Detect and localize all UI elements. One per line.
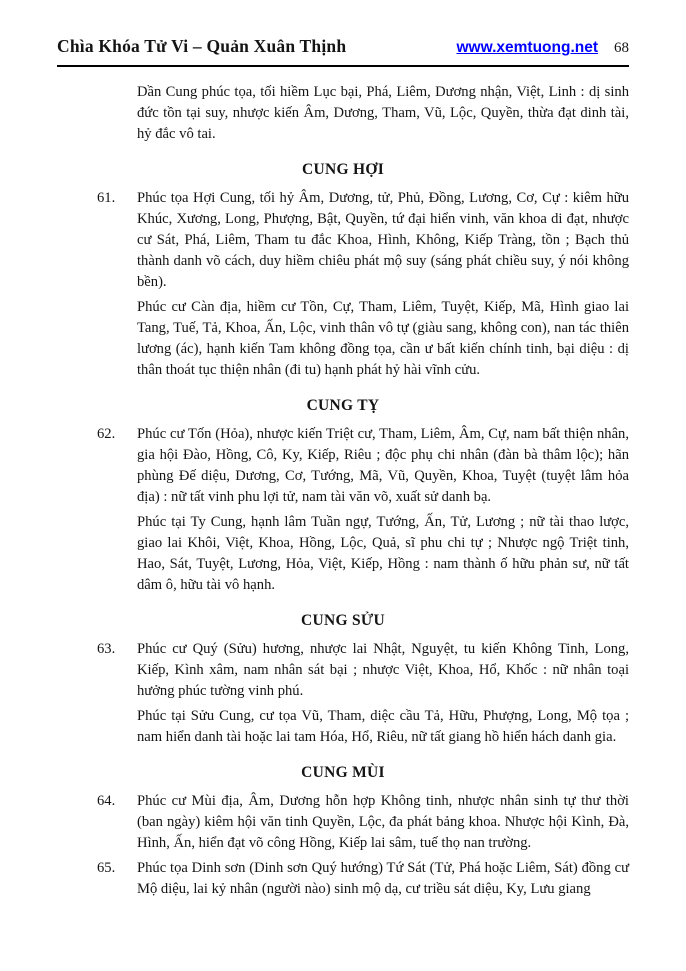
item-paragraph: Phúc cư Tốn (Hỏa), nhược kiến Triệt cư, Tham, Liêm, Âm, Cự, nam bất thiện nhân, gia hội Đào, Hồng, Cô, Ky, Kiếp, Riêu ; độc phụ chi nhân (đàn bà thâm lộc); hãn phùng Đế diệu, Dương, Cơ, Tướng, Mã, Vũ, Quyền, Khoa, Tuyệt (tuyệt lâm hỏa địa) : nữ tất vinh phu lợi tử, nam tài văn võ, xuất sử danh bạ. xyxy=(137,426,629,505)
page-header xyxy=(57,36,629,67)
item-continuation-paragraph: Phúc tại Sửu Cung, cư tọa Vũ, Tham, diệc cầu Tả, Hữu, Phượng, Long, Mộ tọa ; nam hiển danh tài hoặc lai tam Hóa, Hổ, Riêu, nữ tất giang hồ hiển hách danh gia. xyxy=(137,708,629,745)
section-heading-cung-suu: CUNG SỬU xyxy=(300,612,386,629)
header-right xyxy=(456,39,629,57)
item-paragraph: Phúc cư Mùi địa, Âm, Dương hỗn hợp Không tinh, nhược nhân sinh tự thư thời (ban ngày) kiêm hội văn tinh Quyền, Lộc, đa phát bảng khoa. Nhược hội Kình, Đà, Hình, Ấn, hiển đạt võ công Hồng, Kiếp lai sâm, tuế thọ nan trường. xyxy=(137,793,629,851)
page-number: 68 xyxy=(614,40,629,56)
section-heading-cung-mui: CUNG MÙI xyxy=(301,764,385,781)
item-number: 61. xyxy=(97,190,116,206)
item-paragraph: Phúc tọa Dinh sơn (Dinh sơn Quý hướng) Tứ Sát (Tử, Phá hoặc Liêm, Sát) đồng cư Mộ diệu, lai kỷ nhân (người nào) sinh mộ dạ, cư triều sát diệu, Ky, Lưu giang xyxy=(137,860,629,897)
book-title: Chìa Khóa Tử Vi – Quản Xuân Thịnh xyxy=(57,36,347,56)
item-number: 64. xyxy=(97,793,116,809)
item-continuation-paragraph: Phúc cư Càn địa, hiềm cư Tồn, Cự, Tham, Liêm, Tuyệt, Kiếp, Mã, Hình giao lai Tang, Tuế, Tả, Khoa, Ấn, Lộc, vinh thân vô tự (giàu sang, không con), nan tác thiên lương (ác), hạnh kiến Tam không đồng tọa, cần ư bất kiến chính tinh, bại diệu : dị thân thoát tục thiện nhân (đi tu) hạnh phát hỷ hài vĩnh cửu. xyxy=(137,299,629,378)
item-paragraph: Phúc cư Quý (Sửu) hương, nhược lai Nhật, Nguyệt, tu kiến Không Tinh, Long, Kiếp, Kình xâm, nam nhân sát bại ; nhược Việt, Khoa, Hổ, Khốc : nữ nhân toại hưởng phúc tường vinh phú. xyxy=(137,641,629,699)
intro-paragraph: Dần Cung phúc tọa, tối hiềm Lục bại, Phá, Liêm, Dương nhận, Việt, Linh : dị sinh đức tồn tại suy, nhược kiến Âm, Dương, Tham, Vũ, Lộc, Quyền, thừa đạt dinh tài, hỷ đắc vô tai. xyxy=(137,84,629,142)
item-paragraph: Phúc tọa Hợi Cung, tối hỷ Âm, Dương, tử, Phủ, Đồng, Lương, Cơ, Cự : kiêm hữu Khúc, Xương, Long, Phượng, Bật, Quyền, tứ đại hiển vinh, văn khoa di đạt, nhược cư Sát, Phá, Liêm, Tham tu đắc Khoa, Hình, Không, Kiếp Tràng, tồn ; Bạch thủ thành danh võ cách, duy hiềm chiêu phát mộ suy (sáng phát chiều suy, ý nói không bền). xyxy=(137,190,629,290)
numbered-item-62 xyxy=(97,424,629,508)
numbered-item-61 xyxy=(97,188,629,293)
website-link[interactable]: www.xemtuong.net xyxy=(456,39,598,56)
section-heading-cung-ty: CUNG TỴ xyxy=(306,397,380,414)
item-number: 63. xyxy=(97,641,116,657)
item-continuation-paragraph: Phúc tại Ty Cung, hạnh lâm Tuần ngự, Tướng, Ấn, Tử, Lương ; nữ tài thao lược, giao lai Khôi, Việt, Khoa, Hồng, Lộc, Quả, sĩ phu chi tự ; Nhược ngộ Triệt tinh, Hao, Sát, Tuyệt, Lương, Hỏa, Việt, Kiếp, Hồng : nam thành ố hữu phản sư, nữ tất dâm ô, hữu tài vô hạnh. xyxy=(137,514,629,593)
section-heading-cung-hoi: CUNG HỢI xyxy=(301,161,385,178)
numbered-item-63 xyxy=(97,639,629,702)
numbered-item-64 xyxy=(97,791,629,854)
item-number: 65. xyxy=(97,860,116,876)
numbered-item-65 xyxy=(97,858,629,900)
item-number: 62. xyxy=(97,426,116,442)
page-body xyxy=(57,82,629,900)
